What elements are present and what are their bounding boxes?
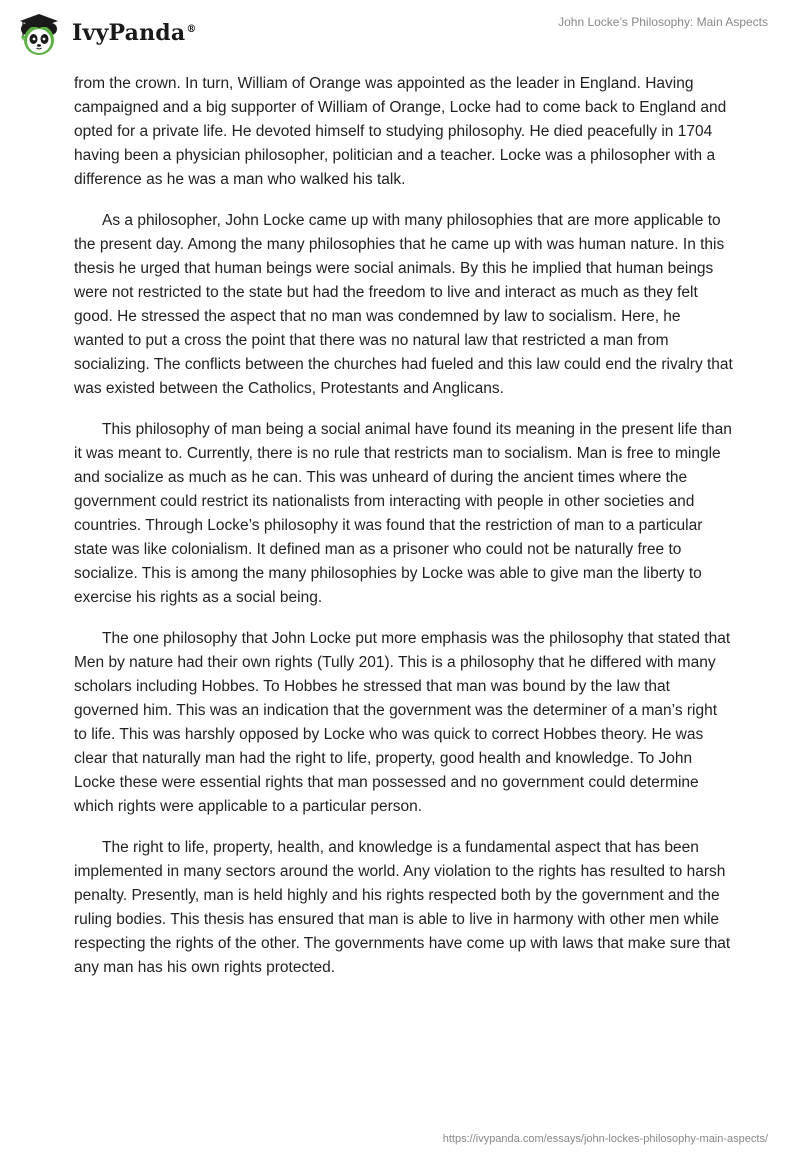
paragraph-1: from the crown. In turn, William of Orange was appointed as the leader in England. Having campaigned and a big supporter of William of Orange, Locke had to come back to England and opted for a private life. He devoted himself to studying philosophy. He died peacefully in 1704 having been a physician philosopher, politician and a teacher. Locke was a philosopher with a difference as he was a man who walked his talk.	[74, 75, 727, 188]
paragraph-5: The right to life, property, health, and knowledge is a fundamental aspect that has been implemented in many sectors around the world. Any violation to the rights has resulted to harsh penalty. Presently, man is held highly and his rights respected both by the government and the ruling bodies. This thesis has ensured that man is able to live in harmony with other men while respecting the rights of the other. The governments have come up with laws that make sure that any man has his own rights protected.	[74, 839, 731, 976]
brand-name: IvyPanda®	[72, 20, 197, 46]
paragraph-2: As a philosopher, John Locke came up with many philosophies that are more applicable to the present day. Among the many philosophies that he came up with was human nature. In this thesis he urged that human beings were social animals. By this he implied that human beings were not restricted to the state but had the freedom to live and interact as much as they felt good. He stressed the aspect that no man was condemned by law to socialism. Here, he wanted to put a cross the point that there was no natural law that restricted a man from socializing. The conflicts between the churches had fueled and this law could end the rivalry that was existed between the Catholics, Protestants and Anglicans.	[74, 212, 733, 397]
page-header	[0, 0, 800, 70]
registered-mark: ®	[186, 23, 197, 35]
panda-graduate-icon	[14, 10, 64, 60]
essay-body	[74, 72, 734, 997]
document-title: John Locke’s Philosophy: Main Aspects	[558, 15, 768, 29]
paragraph-3: This philosophy of man being a social animal have found its meaning in the present life than it was meant to. Currently, there is no rule that restricts man to socialism. Man is free to mingle and socialize as much as he can. This was unheard of during the ancient times where the government could restrict its nationalists from interacting with people in other societies and countries. Through Locke’s philosophy it was found that the restriction of man to a particular state was like colonialism. It defined man as a prisoner who could not be naturally free to socialize. This is among the many philosophies by Locke was able to give man the liberty to exercise his rights as a social being.	[74, 421, 732, 606]
paragraph-4: The one philosophy that John Locke put more emphasis was the philosophy that stated that Men by nature had their own rights (Tully 201). This is a philosophy that he differed with many scholars including Hobbes. To Hobbes he stressed that man was bound by the law that governed him. This was an indication that the government was the determiner of a man’s right to life. This was harshly opposed by Locke who was quick to correct Hobbes theory. He was clear that naturally man had the right to life, property, good health and knowledge. To John Locke these were essential rights that man possessed and no government could determine which rights were applicable to a particular person.	[74, 630, 731, 815]
source-url-link[interactable]: https://ivypanda.com/essays/john-lockes-philosophy-main-aspects/	[442, 1133, 768, 1145]
ivypanda-logo[interactable]	[14, 10, 197, 60]
